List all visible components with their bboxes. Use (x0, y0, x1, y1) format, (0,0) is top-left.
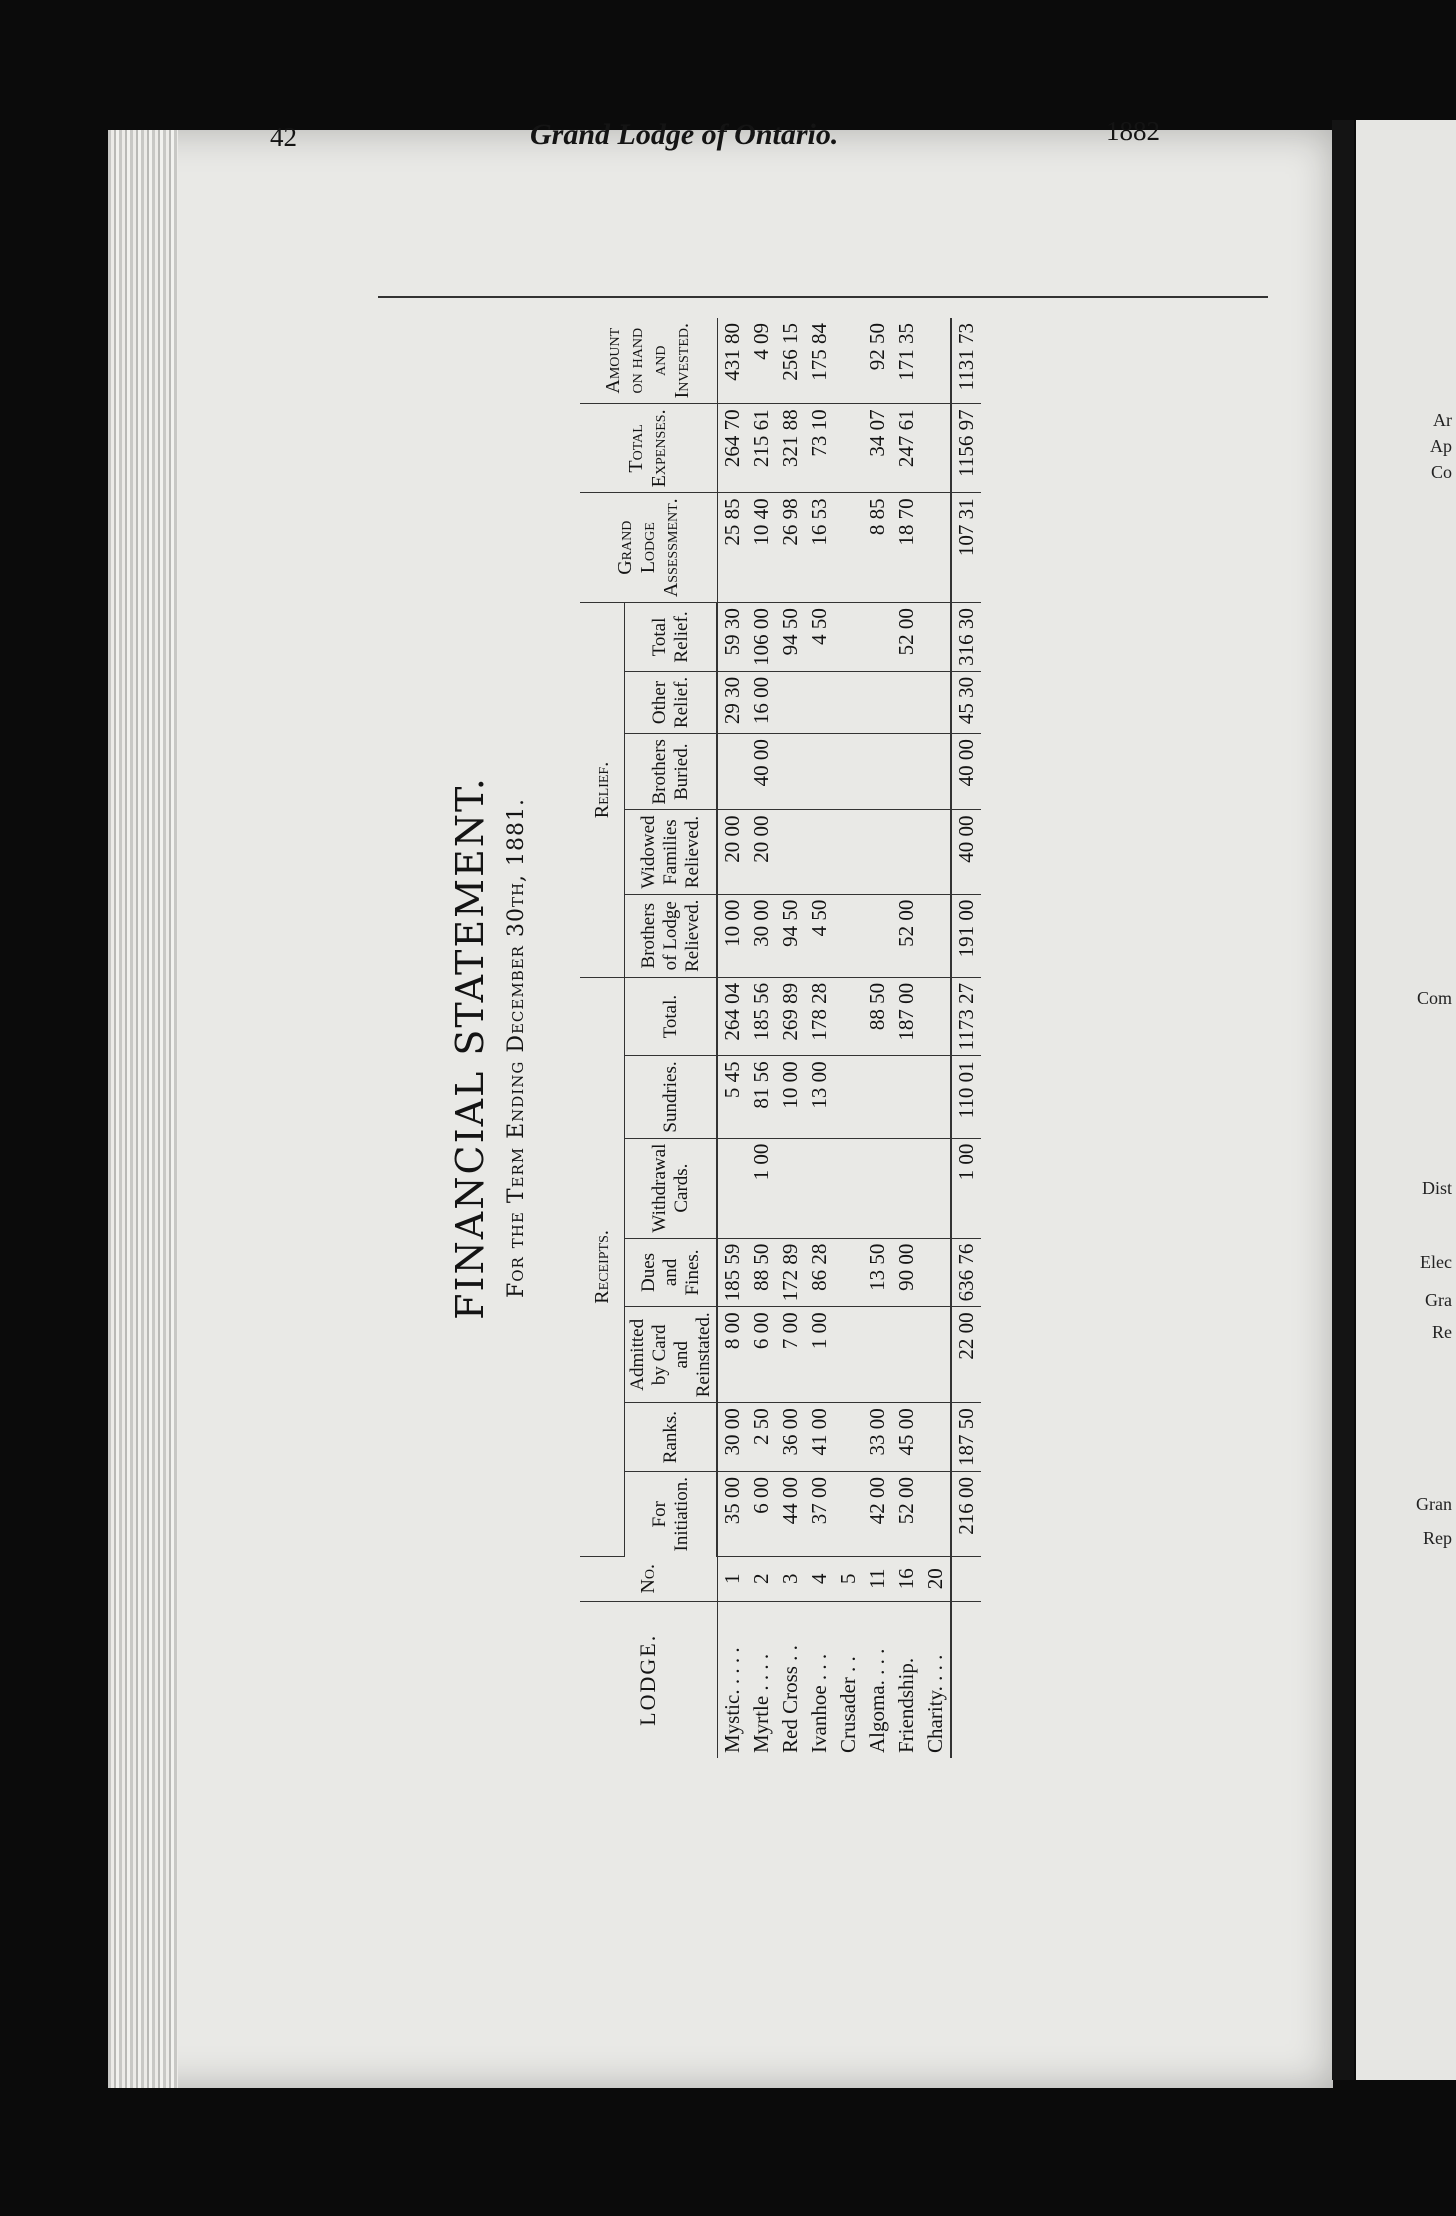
initiation-header: For Initiation. (625, 1472, 718, 1557)
cell-expenses (921, 404, 951, 493)
facing-page-fragment: Dist (1421, 1178, 1452, 1198)
cell-buried (921, 734, 951, 810)
cell-ranks: 30 00 (717, 1403, 747, 1472)
cell-withdrawal (921, 1138, 951, 1238)
total-cell-ranks: 187 50 (951, 1403, 981, 1472)
cell-admitted: 6 00 (747, 1307, 776, 1403)
cell-total-relief (863, 603, 892, 672)
cell-admitted (921, 1307, 951, 1403)
relief-header: Relief. (580, 603, 625, 978)
totals-row (951, 318, 981, 1758)
cell-initiation: 44 00 (776, 1472, 805, 1557)
withdrawal-header: Withdrawal Cards. (625, 1138, 718, 1238)
cell-on-hand: 4 09 (747, 318, 776, 404)
table-row (921, 318, 951, 1758)
expenses-header: Total Expenses. (580, 404, 717, 493)
table-row (776, 318, 805, 1758)
cell-dues: 90 00 (892, 1238, 921, 1307)
cell-dues: 88 50 (747, 1238, 776, 1307)
cell-other-relief (892, 671, 921, 733)
cell-total: 178 28 (805, 977, 834, 1055)
page-gutter (108, 130, 178, 2088)
cell-assessment: 26 98 (776, 493, 805, 603)
admitted-header: Admitted by Card and Reinstated. (625, 1307, 718, 1403)
cell-admitted: 7 00 (776, 1307, 805, 1403)
cell-other-relief (776, 671, 805, 733)
financial-table (580, 318, 981, 1758)
running-header (270, 112, 1170, 162)
cell-total-relief: 52 00 (892, 603, 921, 672)
cell-lodge: Red Cross . . (778, 1645, 803, 1753)
cell-on-hand: 256 15 (776, 318, 805, 404)
cell-ranks: 36 00 (776, 1403, 805, 1472)
cell-sundries: 10 00 (776, 1056, 805, 1138)
cell-ranks: 41 00 (805, 1403, 834, 1472)
cell-expenses (834, 404, 863, 493)
cell-assessment (834, 493, 863, 603)
cell-no: 3 (776, 1556, 805, 1601)
cell-other-relief: 16 00 (747, 671, 776, 733)
on-hand-header: Amount on hand and Invested. (580, 318, 717, 404)
cell-buried (892, 734, 921, 810)
cell-other-relief (805, 671, 834, 733)
cell-buried (863, 734, 892, 810)
cell-admitted: 8 00 (717, 1307, 747, 1403)
cell-sundries: 81 56 (747, 1056, 776, 1138)
other-relief-header: Other Relief. (625, 671, 718, 733)
cell-total: 187 00 (892, 977, 921, 1055)
total-cell-initiation: 216 00 (951, 1472, 981, 1557)
cell-sundries: 13 00 (805, 1056, 834, 1138)
cell-ranks: 33 00 (863, 1403, 892, 1472)
cell-brothers-relieved (921, 894, 951, 977)
cell-buried (834, 734, 863, 810)
table-row (834, 318, 863, 1758)
cell-widowed (921, 810, 951, 894)
cell-no: 1 (717, 1556, 747, 1601)
cell-total-relief: 4 50 (805, 603, 834, 672)
table-row (892, 318, 921, 1758)
widowed-header: Widowed Families Relieved. (625, 810, 718, 894)
cell-widowed (834, 810, 863, 894)
facing-page-fragment: Ar (1433, 410, 1452, 430)
cell-expenses: 247 61 (892, 404, 921, 493)
cell-sundries (892, 1056, 921, 1138)
table-row (717, 318, 747, 1758)
cell-admitted: 1 00 (805, 1307, 834, 1403)
cell-brothers-relieved: 52 00 (892, 894, 921, 977)
sundries-header: Sundries. (625, 1056, 718, 1138)
total-cell-withdrawal: 1 00 (951, 1138, 981, 1238)
cell-ranks: 45 00 (892, 1403, 921, 1472)
cell-expenses: 215 61 (747, 404, 776, 493)
cell-no: 16 (892, 1556, 921, 1601)
cell-ranks (834, 1403, 863, 1472)
cell-total-relief (921, 603, 951, 672)
cell-no: 11 (863, 1556, 892, 1601)
cell-buried (776, 734, 805, 810)
page-number: 42 (270, 122, 297, 152)
cell-expenses: 73 10 (805, 404, 834, 493)
cell-widowed (805, 810, 834, 894)
total-cell-brothers-relieved: 191 00 (951, 894, 981, 977)
total-cell-buried: 40 00 (951, 734, 981, 810)
cell-lodge: Friendship. (894, 1657, 919, 1753)
cell-total: 264 04 (717, 977, 747, 1055)
table-body (717, 318, 981, 1758)
receipts-header: Receipts. (580, 977, 625, 1556)
facing-page-fragment: Ap (1430, 436, 1452, 456)
cell-buried (805, 734, 834, 810)
cell-brothers-relieved: 10 00 (717, 894, 747, 977)
total-cell-no (951, 1556, 981, 1601)
cell-withdrawal (834, 1138, 863, 1238)
facing-page-fragment: Re (1432, 1322, 1452, 1342)
total-cell-dues: 636 76 (951, 1238, 981, 1307)
cell-widowed (892, 810, 921, 894)
cell-initiation: 37 00 (805, 1472, 834, 1557)
cell-no: 20 (921, 1556, 951, 1601)
brothers-relieved-header: Brothers of Lodge Relieved. (625, 894, 718, 977)
cell-total: 88 50 (863, 977, 892, 1055)
cell-no: 4 (805, 1556, 834, 1601)
cell-expenses: 34 07 (863, 404, 892, 493)
facing-page-fragment: Co (1430, 462, 1452, 482)
cell-admitted (834, 1307, 863, 1403)
cell-admitted (892, 1307, 921, 1403)
cell-on-hand: 175 84 (805, 318, 834, 404)
cell-on-hand (921, 318, 951, 404)
assessment-header: Grand Lodge Assessment. (580, 493, 717, 603)
receipts-total-header: Total. (625, 977, 718, 1055)
lodge-header: LODGE. (580, 1601, 717, 1758)
cell-ranks (921, 1403, 951, 1472)
cell-total-relief: 59 30 (717, 603, 747, 672)
cell-admitted (863, 1307, 892, 1403)
cell-withdrawal (776, 1138, 805, 1238)
cell-widowed: 20 00 (717, 810, 747, 894)
cell-widowed: 20 00 (747, 810, 776, 894)
cell-initiation (834, 1472, 863, 1557)
no-header: No. (580, 1556, 717, 1601)
cell-on-hand: 92 50 (863, 318, 892, 404)
cell-buried: 40 00 (747, 734, 776, 810)
book-spine (1332, 120, 1354, 2080)
table-row (863, 318, 892, 1758)
cell-lodge: Myrtle . . . . (749, 1653, 774, 1753)
facing-page-fragment: Rep (1423, 1528, 1452, 1548)
facing-page-fragment: Gran (1416, 1494, 1452, 1514)
cell-dues (834, 1238, 863, 1307)
table-row (805, 318, 834, 1758)
cell-brothers-relieved (863, 894, 892, 977)
cell-brothers-relieved (834, 894, 863, 977)
cell-other-relief: 29 30 (717, 671, 747, 733)
total-cell-on-hand: 1131 73 (951, 318, 981, 404)
ranks-header: Ranks. (625, 1403, 718, 1472)
cell-withdrawal (805, 1138, 834, 1238)
total-cell-total-relief: 316 30 (951, 603, 981, 672)
cell-withdrawal (892, 1138, 921, 1238)
cell-total (834, 977, 863, 1055)
cell-expenses: 264 70 (717, 404, 747, 493)
rotated-table-block (440, 298, 1260, 1798)
facing-page-fragment: Elec (1420, 1252, 1452, 1272)
cell-withdrawal (717, 1138, 747, 1238)
dues-header: Dues and Fines. (625, 1238, 718, 1307)
total-relief-header: Total Relief. (625, 603, 718, 672)
statement-subtitle: For the Term Ending December 30th, 1881. (504, 797, 529, 1299)
cell-lodge: Algoma. . . . (865, 1648, 890, 1753)
cell-total-relief: 106 00 (747, 603, 776, 672)
total-cell-widowed: 40 00 (951, 810, 981, 894)
cell-brothers-relieved: 94 50 (776, 894, 805, 977)
cell-assessment: 25 85 (717, 493, 747, 603)
cell-assessment: 10 40 (747, 493, 776, 603)
cell-withdrawal: 1 00 (747, 1138, 776, 1238)
total-cell-expenses: 1156 97 (951, 404, 981, 493)
total-cell-assessment: 107 31 (951, 493, 981, 603)
cell-widowed (863, 810, 892, 894)
buried-header: Brothers Buried. (625, 734, 718, 810)
cell-dues: 86 28 (805, 1238, 834, 1307)
year: 1882 (1106, 116, 1160, 146)
cell-lodge: Mystic. . . . . (720, 1647, 745, 1753)
cell-widowed (776, 810, 805, 894)
cell-sundries (834, 1056, 863, 1138)
cell-other-relief (863, 671, 892, 733)
total-cell-sundries: 110 01 (951, 1056, 981, 1138)
statement-title: FINANCIAL STATEMENT. (448, 776, 492, 1320)
cell-total: 269 89 (776, 977, 805, 1055)
cell-brothers-relieved: 30 00 (747, 894, 776, 977)
total-cell-admitted: 22 00 (951, 1307, 981, 1403)
cell-no: 2 (747, 1556, 776, 1601)
cell-lodge: Crusader . . (836, 1656, 861, 1753)
cell-other-relief (834, 671, 863, 733)
facing-page-fragment: Gra (1425, 1290, 1452, 1310)
total-cell-lodge (951, 1601, 981, 1758)
total-cell-total: 1173 27 (951, 977, 981, 1055)
cell-assessment: 18 70 (892, 493, 921, 603)
cell-initiation: 52 00 (892, 1472, 921, 1557)
cell-initiation: 6 00 (747, 1472, 776, 1557)
cell-total-relief: 94 50 (776, 603, 805, 672)
cell-on-hand: 431 80 (717, 318, 747, 404)
table-row (747, 318, 776, 1758)
cell-initiation: 42 00 (863, 1472, 892, 1557)
cell-lodge: Ivanhoe . . . (807, 1653, 832, 1753)
cell-dues: 13 50 (863, 1238, 892, 1307)
cell-dues: 185 59 (717, 1238, 747, 1307)
cell-brothers-relieved: 4 50 (805, 894, 834, 977)
cell-no: 5 (834, 1556, 863, 1601)
facing-page (1356, 120, 1456, 2080)
cell-sundries (863, 1056, 892, 1138)
statement-heading (440, 298, 570, 1798)
total-cell-other-relief: 45 30 (951, 671, 981, 733)
cell-total: 185 56 (747, 977, 776, 1055)
cell-withdrawal (863, 1138, 892, 1238)
cell-ranks: 2 50 (747, 1403, 776, 1472)
cell-other-relief (921, 671, 951, 733)
cell-on-hand (834, 318, 863, 404)
cell-sundries: 5 45 (717, 1056, 747, 1138)
cell-sundries (921, 1056, 951, 1138)
cell-assessment: 8 85 (863, 493, 892, 603)
cell-assessment (921, 493, 951, 603)
cell-assessment: 16 53 (805, 493, 834, 603)
cell-on-hand: 171 35 (892, 318, 921, 404)
cell-total (921, 977, 951, 1055)
cell-buried (717, 734, 747, 810)
cell-expenses: 321 88 (776, 404, 805, 493)
facing-page-fragment: Com (1416, 988, 1452, 1008)
cell-total-relief (834, 603, 863, 672)
running-title: Grand Lodge of Ontario. (530, 118, 839, 151)
cell-dues (921, 1238, 951, 1307)
cell-initiation: 35 00 (717, 1472, 747, 1557)
cell-lodge: Charity. . . . (923, 1654, 948, 1753)
cell-dues: 172 89 (776, 1238, 805, 1307)
cell-initiation (921, 1472, 951, 1557)
